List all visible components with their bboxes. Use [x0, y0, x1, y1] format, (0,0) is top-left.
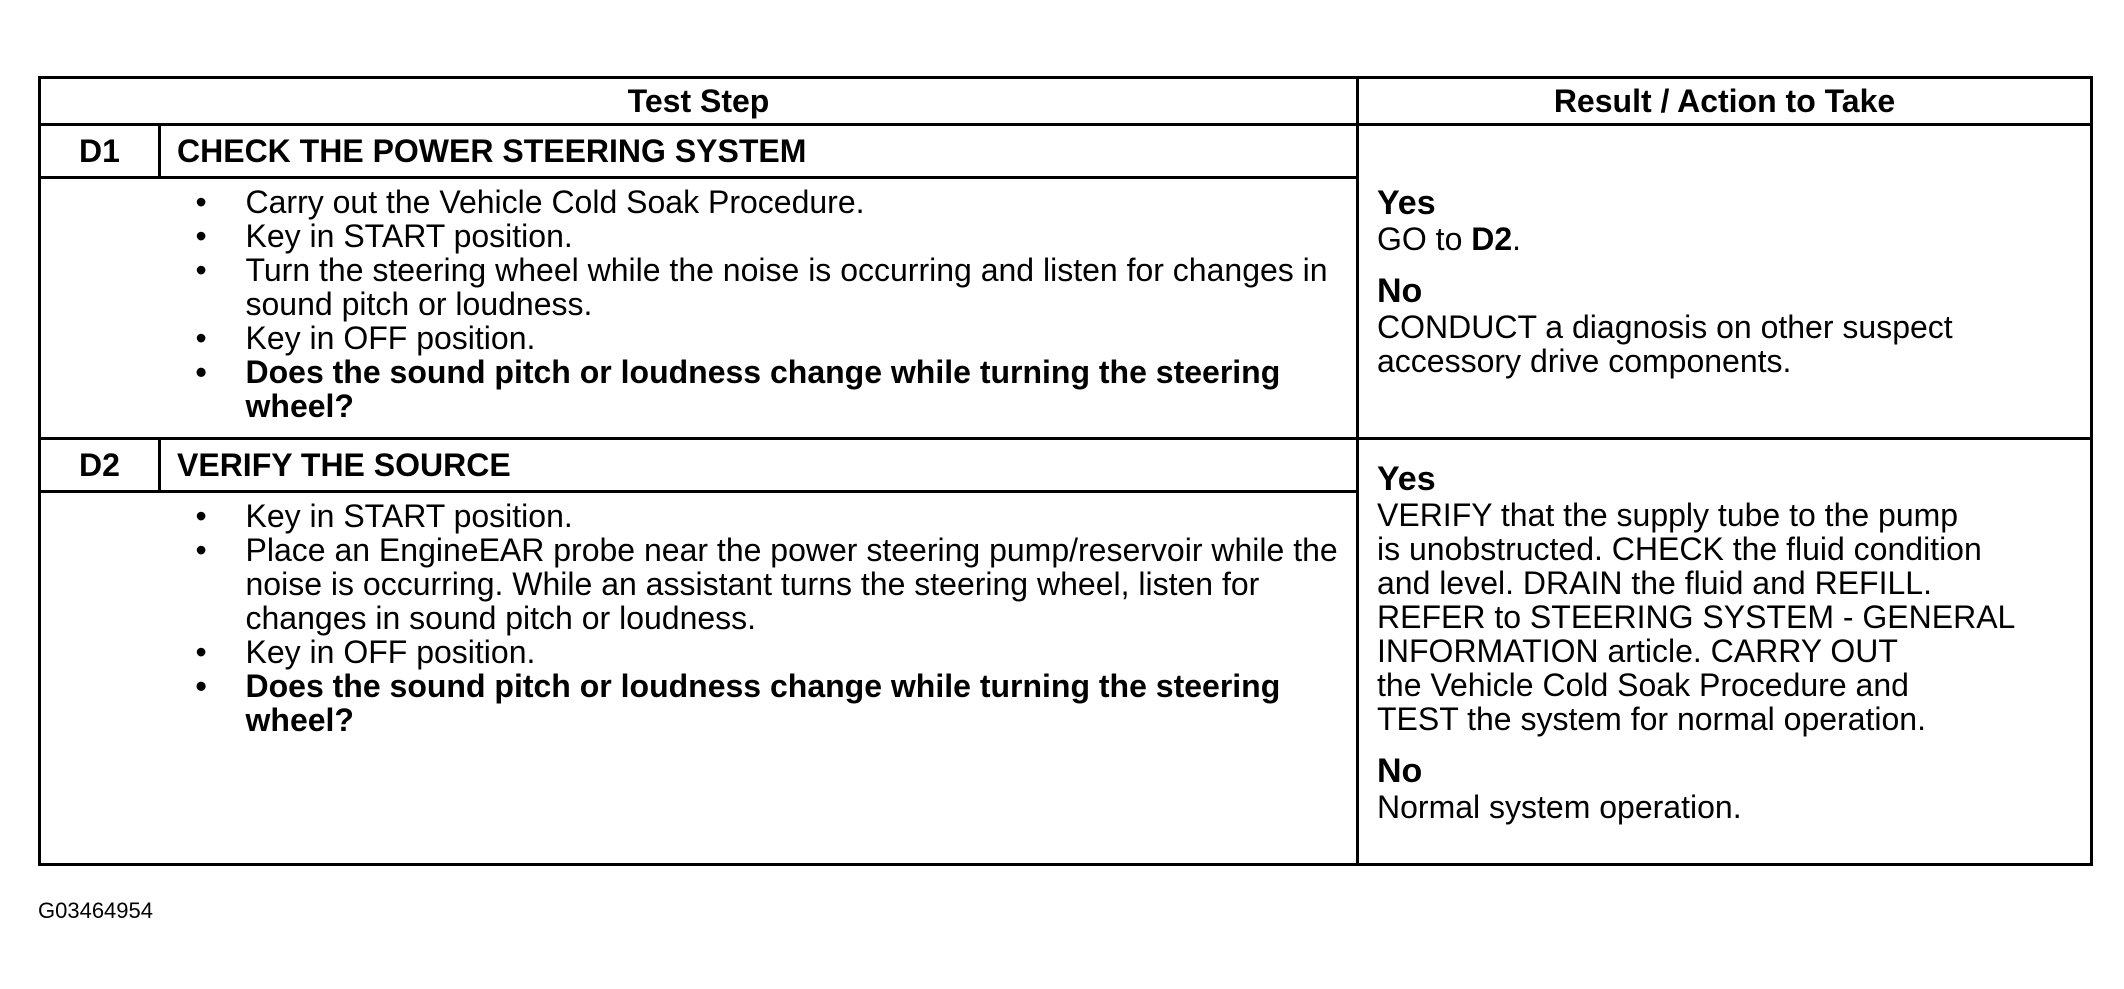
- step-title-d2: VERIFY THE SOURCE: [160, 439, 1358, 492]
- list-item: • Key in OFF position.: [195, 634, 536, 670]
- yes-line: REFER to STEERING SYSTEM - GENERAL: [1377, 599, 2016, 635]
- result-yes-d1: [1377, 184, 2090, 256]
- result-yes-d2: [1377, 460, 2090, 736]
- step-id-spacer-d1: [40, 178, 160, 439]
- step-body-d1: [160, 178, 1358, 439]
- result-no-d2: [1377, 752, 2090, 824]
- list-item: • Place an EngineEAR probe near the power steering pump/reservoir while the noise is occurring. While an assistant turns the steering wheel, listen for changes in sound pitch or loudness.: [195, 532, 1338, 636]
- yes-line: is unobstructed. CHECK the fluid condition: [1377, 531, 1982, 567]
- bullet-list-d1: [160, 185, 1357, 423]
- test-step-table: [38, 76, 2093, 866]
- list-item: • Key in START position.: [195, 218, 573, 254]
- step-body-d2: [160, 492, 1358, 865]
- header-test-step: Test Step: [40, 78, 1358, 125]
- yes-text-d1-step: D2: [1471, 221, 1513, 257]
- no-label-d1: No: [1377, 272, 1423, 310]
- step-id-spacer-d2: [40, 492, 160, 865]
- result-cell-d2: [1358, 439, 2092, 865]
- yes-line: TEST the system for normal operation.: [1377, 701, 1926, 737]
- yes-label-d2: Yes: [1377, 460, 1436, 498]
- figure-id: G03464954: [38, 898, 153, 923]
- list-item: • Key in OFF position.: [195, 320, 536, 356]
- step-id-d1: D1: [40, 125, 160, 178]
- no-text-d2: Normal system operation.: [1377, 789, 1742, 825]
- yes-label-d1: Yes: [1377, 184, 1436, 222]
- question-d1: • Does the sound pitch or loudness change while turning the steering wheel?: [195, 354, 1281, 424]
- result-cell-d1: [1358, 125, 2092, 439]
- no-text-d1: CONDUCT a diagnosis on other suspect accessory drive components.: [1377, 309, 1953, 379]
- yes-text-d1-pre: GO to: [1377, 221, 1472, 257]
- yes-line: VERIFY that the supply tube to the pump: [1377, 497, 1959, 533]
- list-item: • Key in START position.: [195, 498, 573, 534]
- yes-text-d1-post: .: [1512, 221, 1522, 257]
- question-d2: • Does the sound pitch or loudness change while turning the steering wheel?: [195, 668, 1281, 738]
- result-no-d1: [1377, 272, 2090, 378]
- step-id-d2: D2: [40, 439, 160, 492]
- bullet-list-d2: [160, 499, 1357, 737]
- list-item: • Carry out the Vehicle Cold Soak Procedure.: [195, 184, 865, 220]
- yes-line: and level. DRAIN the fluid and REFILL.: [1377, 565, 1932, 601]
- yes-line: the Vehicle Cold Soak Procedure and: [1377, 667, 1909, 703]
- list-item: • Turn the steering wheel while the noise is occurring and listen for changes in sound pitch or loudness.: [195, 252, 1328, 322]
- no-label-d2: No: [1377, 752, 1423, 790]
- step-title-d1: CHECK THE POWER STEERING SYSTEM: [160, 125, 1358, 178]
- header-result-action: Result / Action to Take: [1358, 78, 2092, 125]
- yes-line: INFORMATION article. CARRY OUT: [1377, 633, 1898, 669]
